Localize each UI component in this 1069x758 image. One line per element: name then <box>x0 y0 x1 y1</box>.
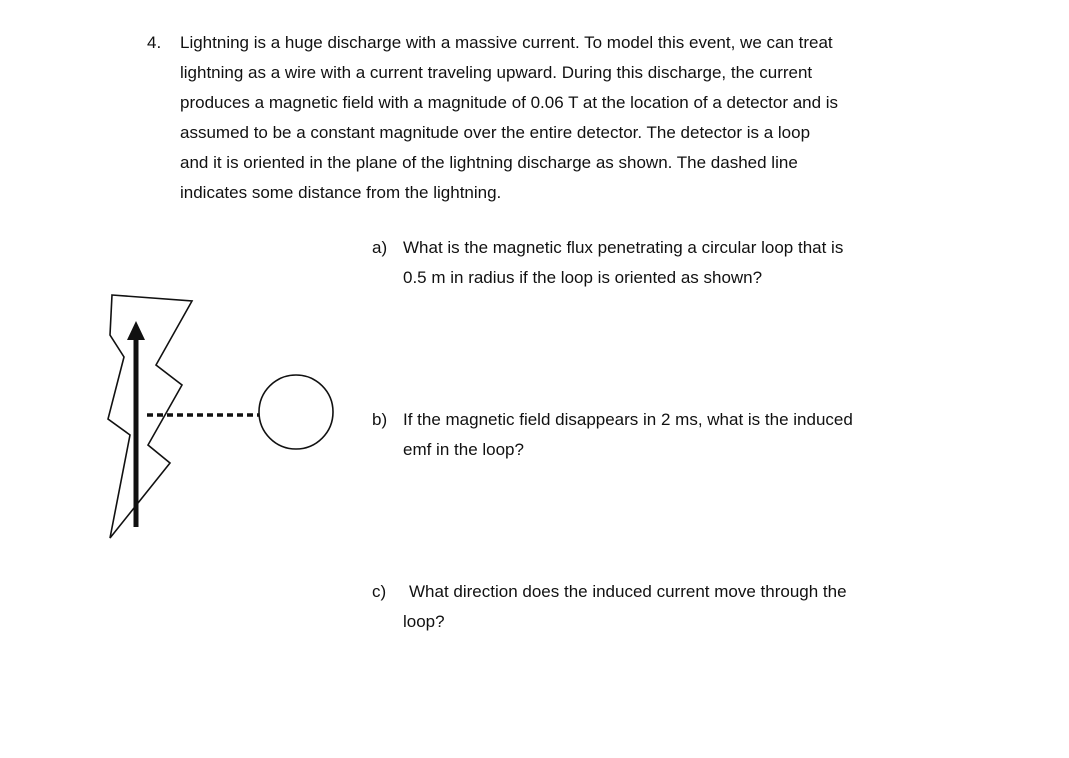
problem-statement <box>180 28 960 208</box>
question-line: emf in the loop? <box>403 440 524 459</box>
problem-line: lightning as a wire with a current traveling upward. During this discharge, the current <box>180 63 813 82</box>
problem-line: Lightning is a huge discharge with a massive current. To model this event, we can treat <box>180 33 833 52</box>
problem-line: produces a magnetic field with a magnitude of 0.06 T at the location of a detector and is <box>180 93 839 112</box>
question-line: 0.5 m in radius if the loop is oriented as shown? <box>403 268 763 287</box>
problem-number: 4. <box>147 33 162 52</box>
question-line: What is the magnetic flux penetrating a circular loop that is <box>403 238 844 257</box>
lightning-loop-diagram <box>100 285 350 545</box>
problem-line: assumed to be a constant magnitude over the entire detector. The detector is a loop <box>180 123 811 142</box>
question-text <box>403 577 963 637</box>
question-label: b) <box>372 410 388 429</box>
question-line: What direction does the induced current move through the <box>409 582 847 601</box>
question-text <box>403 405 963 465</box>
question-label: c) <box>372 582 387 601</box>
problem-line: indicates some distance from the lightning. <box>180 183 502 202</box>
problem-line: and it is oriented in the plane of the lightning discharge as shown. The dashed line <box>180 153 798 172</box>
circular-loop-icon <box>259 375 333 449</box>
question-line: loop? <box>403 612 445 631</box>
question-text <box>403 233 963 293</box>
question-line: If the magnetic field disappears in 2 ms, what is the induced <box>403 410 853 429</box>
question-label: a) <box>372 238 388 257</box>
